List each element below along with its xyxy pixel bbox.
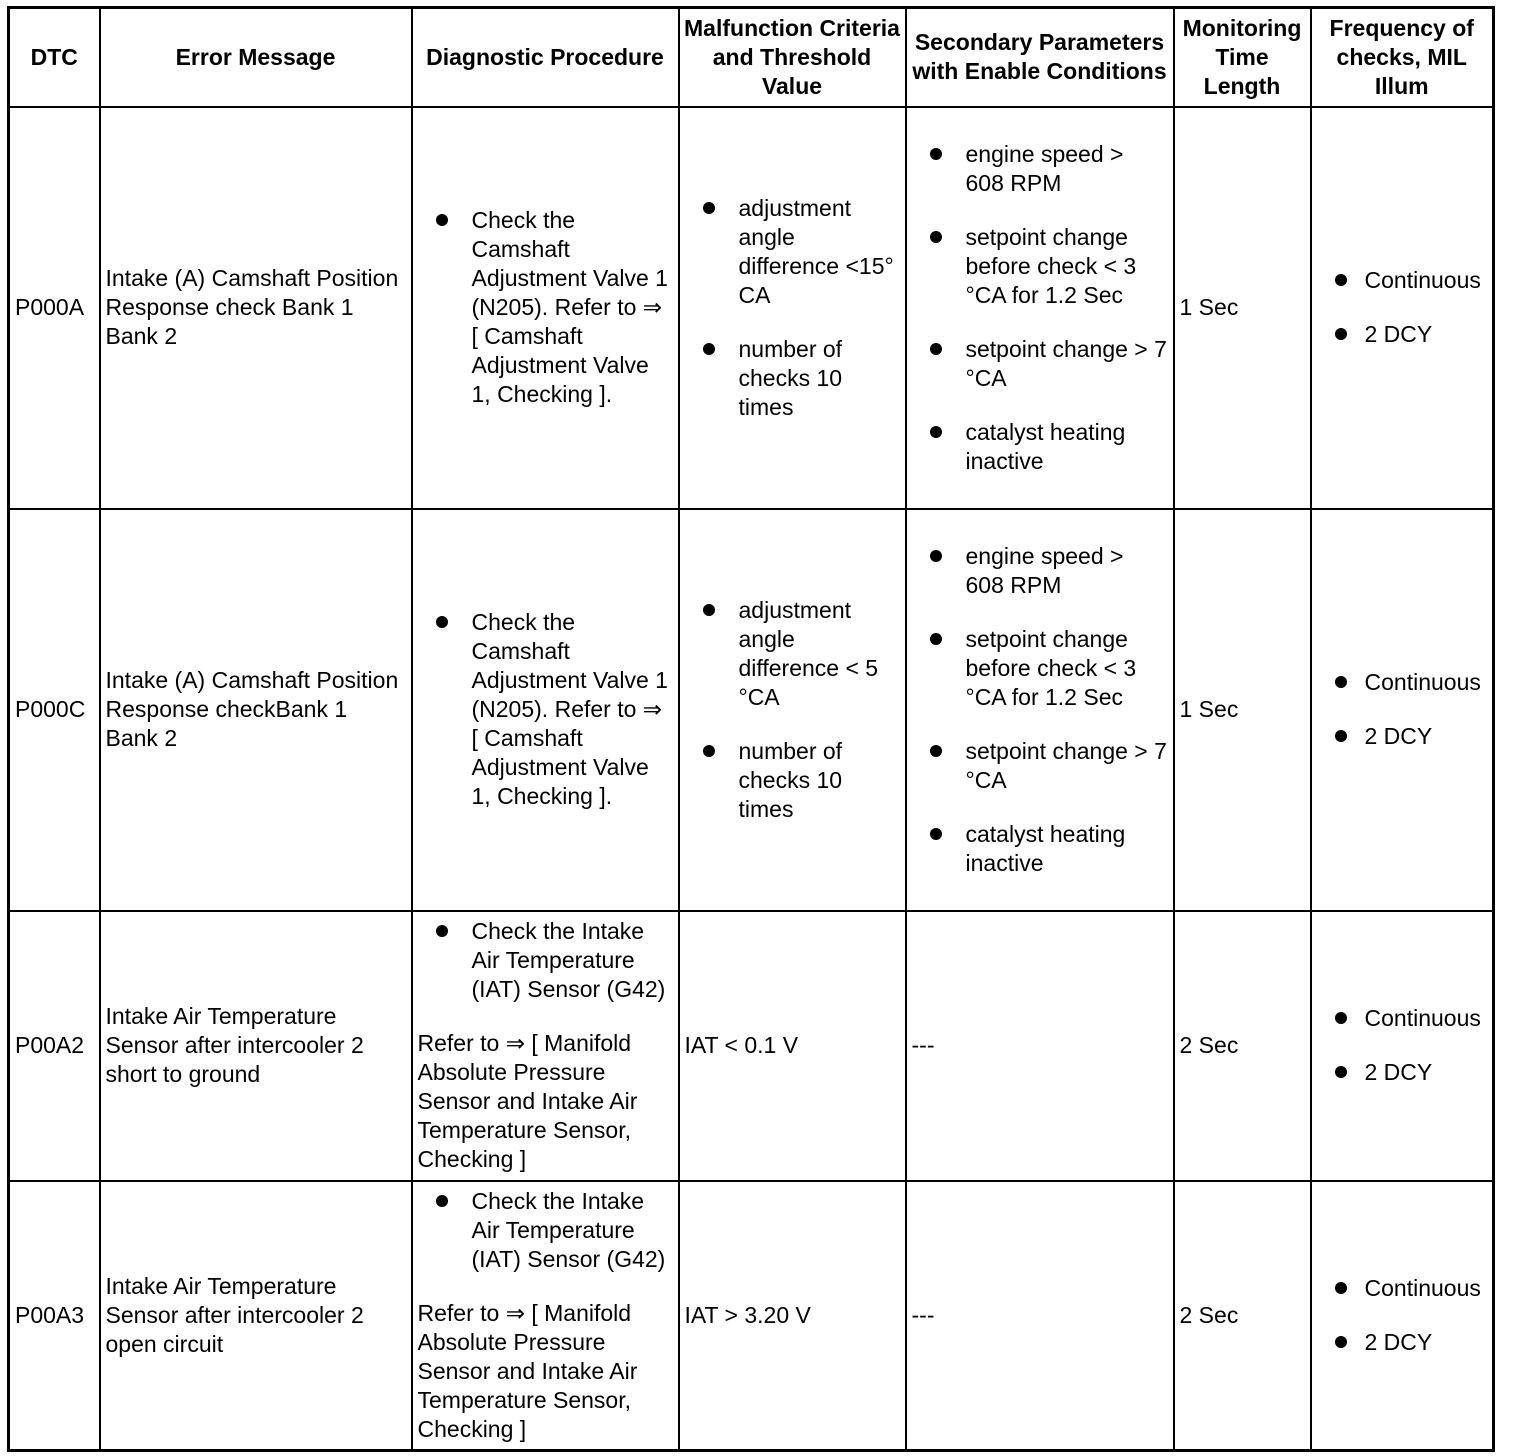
list-item bbox=[418, 1187, 673, 1274]
bullet-icon bbox=[930, 343, 942, 355]
monitoring-time: 1 Sec bbox=[1174, 107, 1311, 509]
bullet-icon bbox=[436, 925, 448, 937]
parameter-text: engine speed > 608 RPM bbox=[965, 542, 1124, 598]
malfunction-criteria: IAT < 0.1 V bbox=[679, 911, 906, 1181]
frequency-text: 2 DCY bbox=[1364, 321, 1433, 347]
bullet-icon bbox=[1335, 730, 1347, 742]
list-item bbox=[685, 194, 900, 310]
parameter-text: setpoint change > 7 °CA bbox=[965, 737, 1167, 793]
list-item bbox=[1317, 1274, 1488, 1303]
bullet-icon bbox=[703, 604, 715, 616]
frequency bbox=[1311, 1181, 1494, 1451]
bullet-icon bbox=[1335, 1336, 1347, 1348]
procedure-list bbox=[418, 917, 673, 1004]
list-item bbox=[418, 608, 673, 811]
dtc-code: P000C bbox=[9, 509, 100, 911]
criteria-text: adjustment angle difference <15° CA bbox=[738, 194, 894, 308]
procedure-text: Check the Intake Air Temperature (IAT) Sensor (G42) bbox=[471, 918, 666, 1002]
dtc-code: P00A2 bbox=[9, 911, 100, 1181]
diagnostic-procedure bbox=[412, 1181, 679, 1451]
procedure-list bbox=[418, 1187, 673, 1274]
secondary-parameters: --- bbox=[906, 1181, 1174, 1451]
frequency-list bbox=[1317, 668, 1488, 751]
list-item bbox=[418, 206, 673, 409]
criteria-text: adjustment angle difference < 5 °CA bbox=[738, 596, 879, 710]
frequency-text: 2 DCY bbox=[1364, 723, 1433, 749]
list-item bbox=[418, 917, 673, 1004]
bullet-icon bbox=[930, 231, 942, 243]
diagnostic-procedure bbox=[412, 509, 679, 911]
parameter-text: catalyst heating inactive bbox=[965, 820, 1126, 876]
list-item bbox=[1317, 1328, 1488, 1357]
frequency-text: 2 DCY bbox=[1364, 1059, 1433, 1085]
frequency-text: Continuous bbox=[1364, 1005, 1481, 1031]
procedure-text: Check the Intake Air Temperature (IAT) Sensor (G42) bbox=[471, 1187, 666, 1272]
header-diagnostic-procedure: Diagnostic Procedure bbox=[412, 8, 679, 107]
list-item bbox=[1317, 320, 1488, 349]
list-item bbox=[912, 418, 1168, 476]
list-item bbox=[912, 737, 1168, 795]
criteria-text: number of checks 10 times bbox=[738, 737, 843, 822]
list-item bbox=[912, 140, 1168, 198]
parameter-text: catalyst heating inactive bbox=[965, 418, 1126, 474]
malfunction-criteria bbox=[679, 107, 906, 509]
list-item bbox=[912, 335, 1168, 393]
bullet-icon bbox=[1335, 1012, 1347, 1024]
diagnostic-procedure bbox=[412, 911, 679, 1181]
frequency-text: Continuous bbox=[1364, 267, 1481, 293]
bullet-icon bbox=[930, 633, 942, 645]
error-message: Intake (A) Camshaft Position Response check Bank 1 Bank 2 bbox=[100, 107, 412, 509]
table-row bbox=[9, 509, 1494, 911]
malfunction-list bbox=[685, 194, 900, 422]
secondary-list bbox=[912, 542, 1168, 878]
bullet-icon bbox=[930, 828, 942, 840]
procedure-list bbox=[418, 608, 673, 811]
bullet-icon bbox=[703, 202, 715, 214]
list-item bbox=[685, 596, 900, 712]
bullet-icon bbox=[1335, 676, 1347, 688]
frequency bbox=[1311, 911, 1494, 1181]
bullet-icon bbox=[1335, 1282, 1347, 1294]
list-item bbox=[1317, 722, 1488, 751]
frequency-list bbox=[1317, 266, 1488, 349]
secondary-parameters: --- bbox=[906, 911, 1174, 1181]
list-item bbox=[912, 542, 1168, 600]
list-item bbox=[1317, 1004, 1488, 1033]
procedure-text: Check the Camshaft Adjustment Valve 1 (N205). Refer to ⇒ [ Camshaft Adjustment Valve 1, Checking ]. bbox=[471, 609, 668, 809]
parameter-text: engine speed > 608 RPM bbox=[965, 140, 1124, 196]
frequency-list bbox=[1317, 1004, 1488, 1087]
bullet-icon bbox=[930, 148, 942, 160]
procedure-list bbox=[418, 206, 673, 409]
list-item bbox=[685, 335, 900, 422]
list-item bbox=[912, 223, 1168, 310]
header-dtc: DTC bbox=[9, 8, 100, 107]
error-message: Intake Air Temperature Sensor after intercooler 2 open circuit bbox=[100, 1181, 412, 1451]
error-message: Intake Air Temperature Sensor after intercooler 2 short to ground bbox=[100, 911, 412, 1181]
diagnostic-procedure bbox=[412, 107, 679, 509]
header-row bbox=[9, 8, 1494, 107]
procedure-text: Check the Camshaft Adjustment Valve 1 (N205). Refer to ⇒ [ Camshaft Adjustment Valve 1, Checking ]. bbox=[471, 207, 668, 407]
monitoring-time: 1 Sec bbox=[1174, 509, 1311, 911]
malfunction-list bbox=[685, 596, 900, 824]
frequency-text: 2 DCY bbox=[1364, 1328, 1433, 1355]
header-frequency: Frequency of checks, MIL Illum bbox=[1311, 8, 1494, 107]
bullet-icon bbox=[436, 214, 448, 226]
parameter-text: setpoint change before check < 3 °CA for 1.2 Sec bbox=[965, 625, 1137, 710]
header-secondary-parameters: Secondary Parameters with Enable Conditions bbox=[906, 8, 1174, 107]
list-item bbox=[685, 737, 900, 824]
bullet-icon bbox=[703, 745, 715, 757]
bullet-icon bbox=[436, 1195, 448, 1207]
bullet-icon bbox=[1335, 328, 1347, 340]
monitoring-time: 2 Sec bbox=[1174, 911, 1311, 1181]
parameter-text: setpoint change before check < 3 °CA for 1.2 Sec bbox=[965, 223, 1137, 308]
header-monitoring-time: Monitoring Time Length bbox=[1174, 8, 1311, 107]
table-body bbox=[9, 107, 1494, 1451]
bullet-icon bbox=[930, 426, 942, 438]
dtc-code: P000A bbox=[9, 107, 100, 509]
bullet-icon bbox=[703, 343, 715, 355]
secondary-parameters bbox=[906, 107, 1174, 509]
procedure-note: Refer to ⇒ [ Manifold Absolute Pressure Sensor and Intake Air Temperature Sensor, Checking ] bbox=[417, 1299, 638, 1442]
error-message: Intake (A) Camshaft Position Response checkBank 1 Bank 2 bbox=[100, 509, 412, 911]
header-error-message: Error Message bbox=[100, 8, 412, 107]
frequency-text: Continuous bbox=[1364, 1274, 1481, 1301]
secondary-parameters bbox=[906, 509, 1174, 911]
list-item bbox=[912, 625, 1168, 712]
frequency bbox=[1311, 107, 1494, 509]
bullet-icon bbox=[930, 550, 942, 562]
bullet-icon bbox=[1335, 274, 1347, 286]
dtc-code: P00A3 bbox=[9, 1181, 100, 1451]
criteria-text: number of checks 10 times bbox=[738, 335, 843, 420]
malfunction-criteria: IAT > 3.20 V bbox=[679, 1181, 906, 1451]
table-header bbox=[9, 8, 1494, 107]
list-item bbox=[1317, 1058, 1488, 1087]
list-item bbox=[912, 820, 1168, 878]
bullet-icon bbox=[1335, 1066, 1347, 1078]
bullet-icon bbox=[930, 745, 942, 757]
header-malfunction-criteria: Malfunction Criteria and Threshold Value bbox=[679, 8, 906, 107]
frequency-text: Continuous bbox=[1364, 669, 1481, 695]
secondary-list bbox=[912, 140, 1168, 476]
malfunction-criteria bbox=[679, 509, 906, 911]
list-item bbox=[1317, 266, 1488, 295]
dtc-table bbox=[7, 6, 1495, 1452]
list-item bbox=[1317, 668, 1488, 697]
frequency-list bbox=[1317, 1274, 1488, 1357]
parameter-text: setpoint change > 7 °CA bbox=[965, 335, 1167, 391]
table-row bbox=[9, 1181, 1494, 1451]
table-row bbox=[9, 911, 1494, 1181]
frequency bbox=[1311, 509, 1494, 911]
bullet-icon bbox=[436, 616, 448, 628]
monitoring-time: 2 Sec bbox=[1174, 1181, 1311, 1451]
procedure-note: Refer to ⇒ [ Manifold Absolute Pressure Sensor and Intake Air Temperature Sensor, Checking ] bbox=[417, 1030, 638, 1172]
table-row bbox=[9, 107, 1494, 509]
